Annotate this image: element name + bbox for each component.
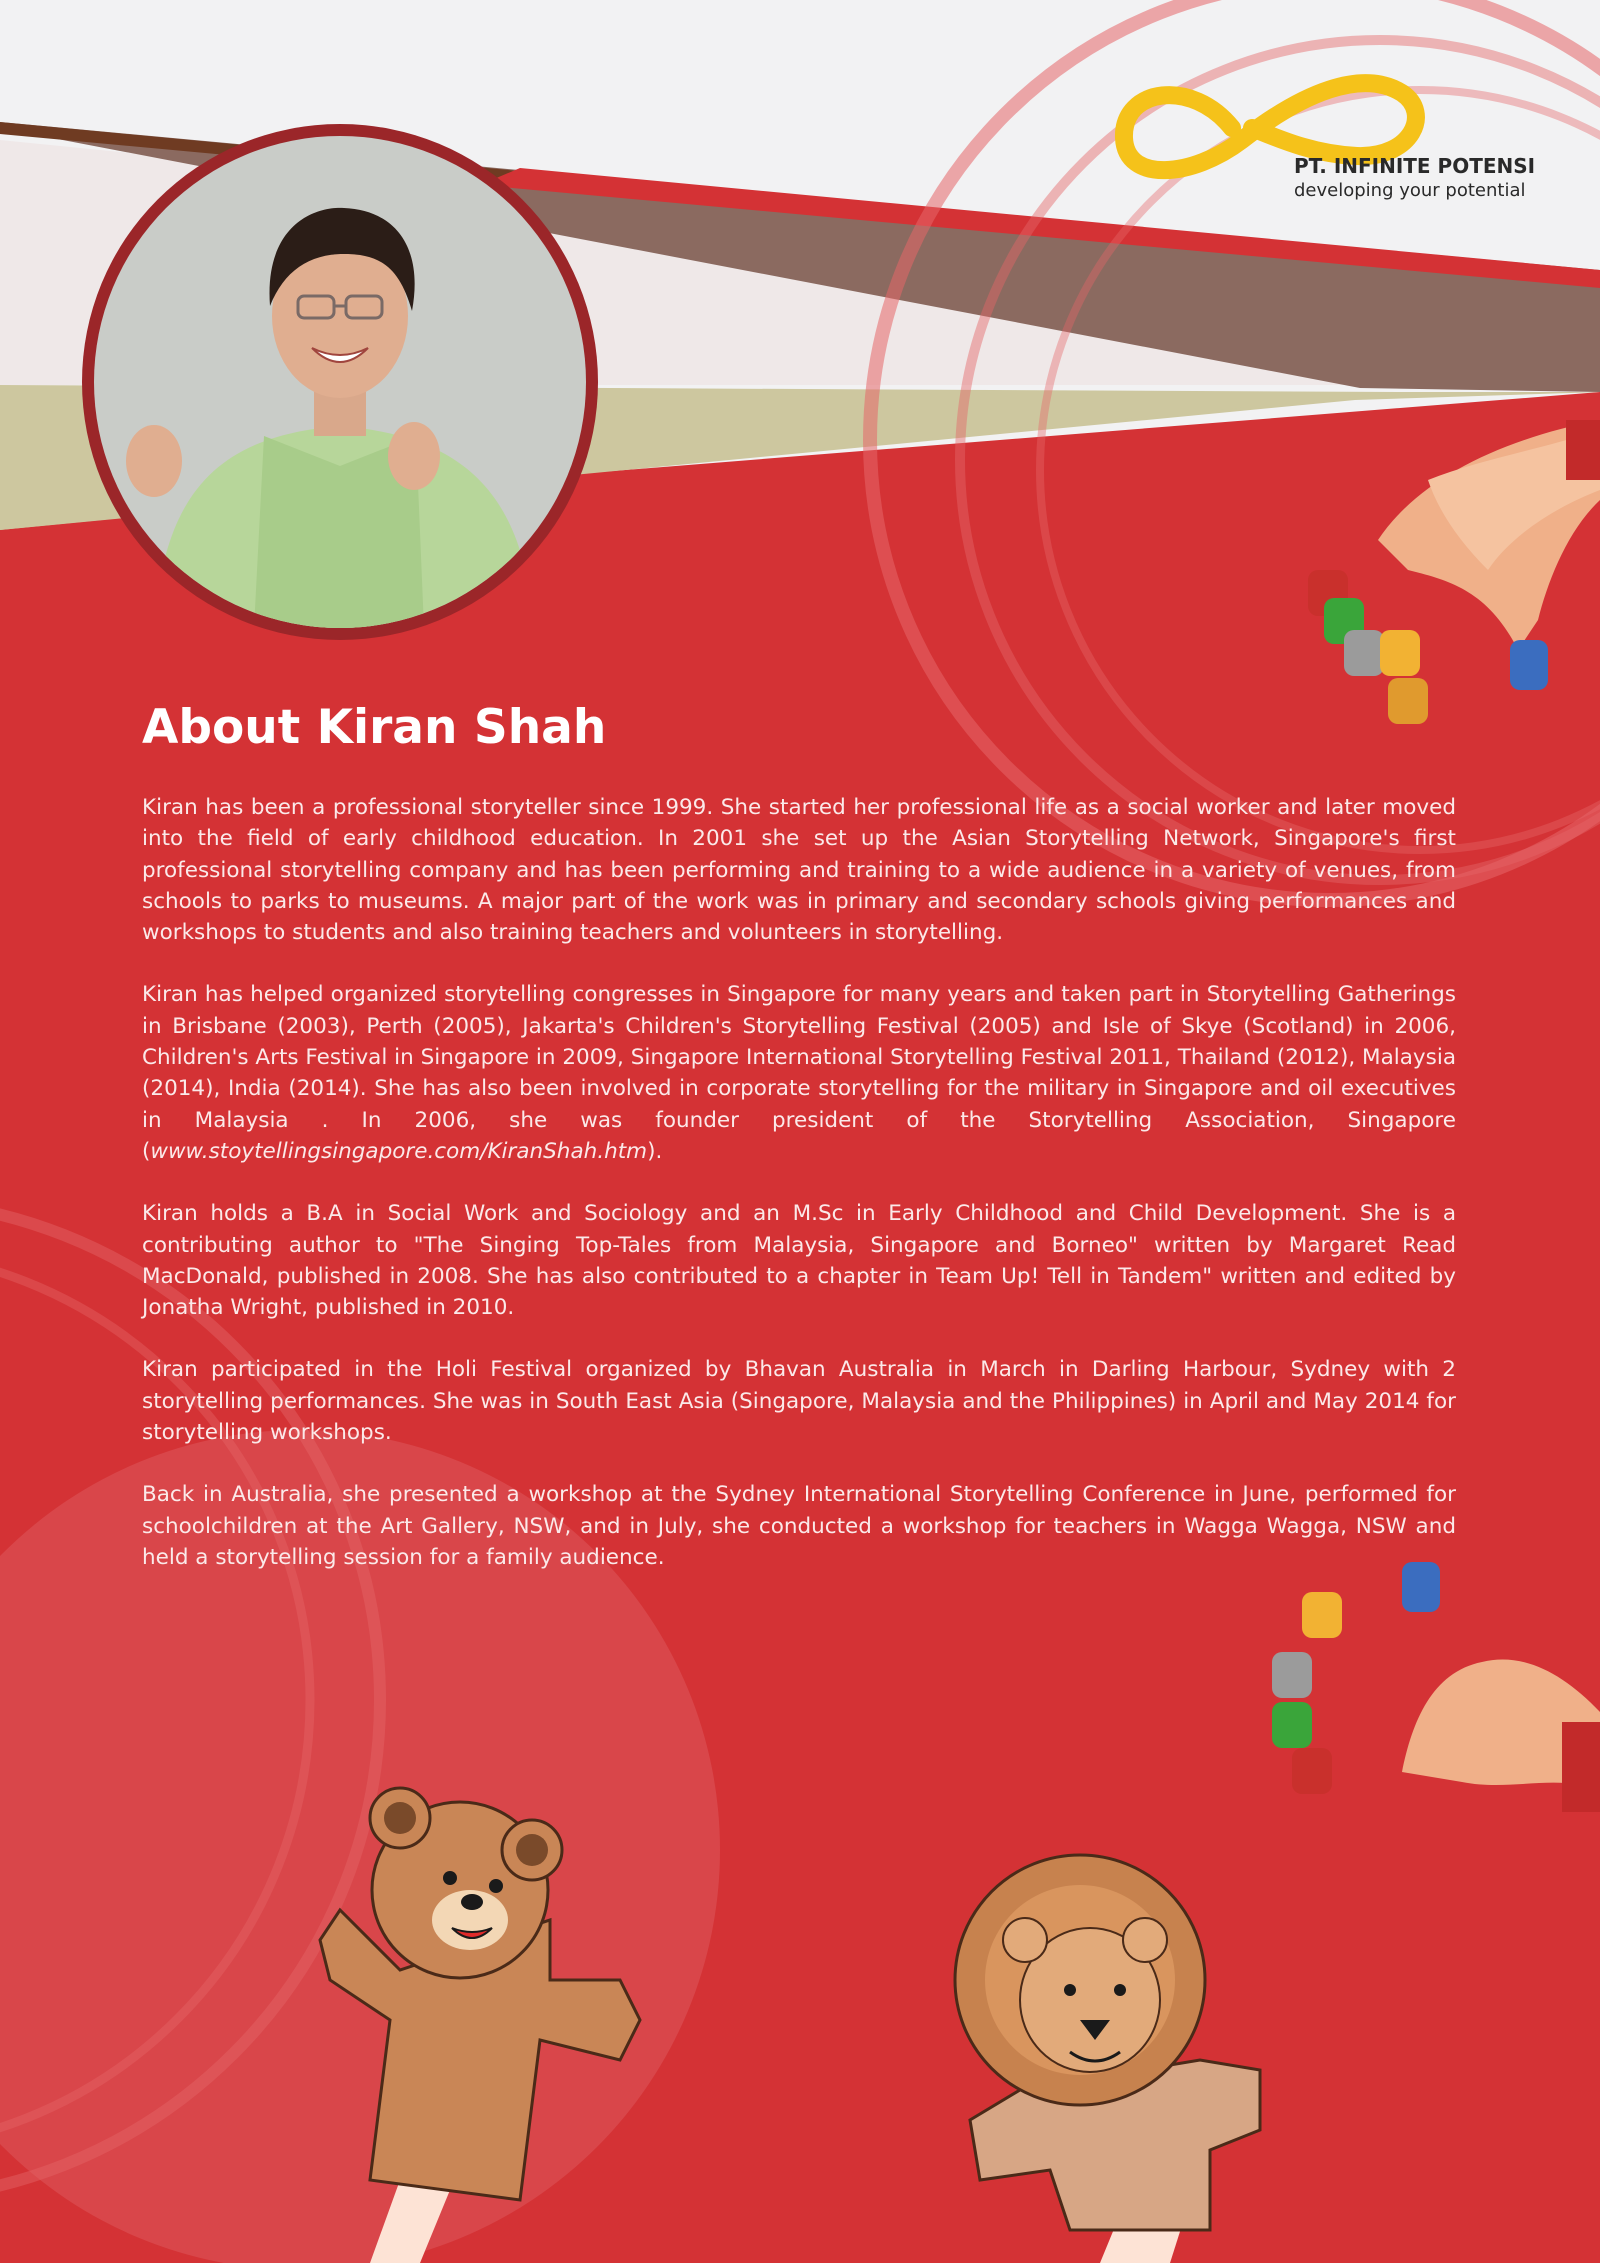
biography-body [142, 792, 1456, 1604]
brand-name: PT. INFINITE POTENSI [1294, 154, 1536, 178]
portrait-frame [82, 124, 598, 640]
person-photo-icon [94, 136, 586, 628]
brand-tagline: developing your potential [1294, 180, 1526, 201]
finger-puppets-hand-icon [1288, 420, 1600, 740]
paragraph: Back in Australia, she presented a workshop at the Sydney International Storytelling Conference in June, performed for schoolchildren at the Art Gallery, NSW, and in July, she conducted a workshop for teachers in Wagga Wagga, NSW and held a storytelling session for a family audience. [142, 1482, 1456, 1570]
paragraph: Kiran holds a B.A in Social Work and Sociology and an M.Sc in Early Childhood and Child Development. She is a contributing author to "The Singing Top-Tales from Malaysia, Singapore and Borneo" written by Margaret Read MacDonald, published in 2008. She has also contributed to a chapter in Team Up! Tell in Tandem" written and edited by Jonatha Wright, published in 2010. [142, 1201, 1456, 1321]
paragraph: Kiran participated in the Holi Festival organized by Bhavan Australia in March in Darling Harbour, Sydney with 2 storytelling performances. She was in South East Asia (Singapore, Malaysia and the Philippines) in April and May 2014 for storytelling workshops. [142, 1357, 1456, 1446]
brand-logo [1112, 58, 1552, 208]
teddy-bear-puppet-icon [300, 1780, 660, 2263]
paragraph-text-end: ). [647, 1138, 663, 1164]
paragraph-text: Kiran has helped organized storytelling congresses in Singapore for many years and taken part in Storytelling Gatherings in Brisbane (2003), Perth (2005), Jakarta's Children's Storytelling Festival (2005) and Isle of Skye (Scotland) in 2006, Children's Arts Festival in Singapore in 2009, Singapore International Storytelling Festival 2011, Thailand (2012), Malaysia (2014), India (2014). She has also been involved in corporate storytelling for the military in Singapore and oil executives in Malaysia . In 2006, she was founder president of the Storytelling Association, Singapore ( [142, 982, 1456, 1164]
paragraph: Kiran has been a professional storyteller since 1999. She started her professional life as a social worker and later moved into the field of early childhood education. In 2001 she set up the Asian Storytelling Network, Singapore's first professional storytelling company and has been performing and training to a wide audience in a variety of venues, from schools to parks to museums. A major part of the work was in primary and secondary schools giving performances and workshops to students and also training teachers and volunteers in storytelling. [142, 795, 1456, 946]
paragraph [142, 979, 1456, 1167]
page-title: About Kiran Shah [142, 700, 607, 755]
lion-puppet-icon [930, 1830, 1300, 2263]
profile-link[interactable]: www.stoytellingsingapore.com/KiranShah.htm [150, 1138, 648, 1164]
